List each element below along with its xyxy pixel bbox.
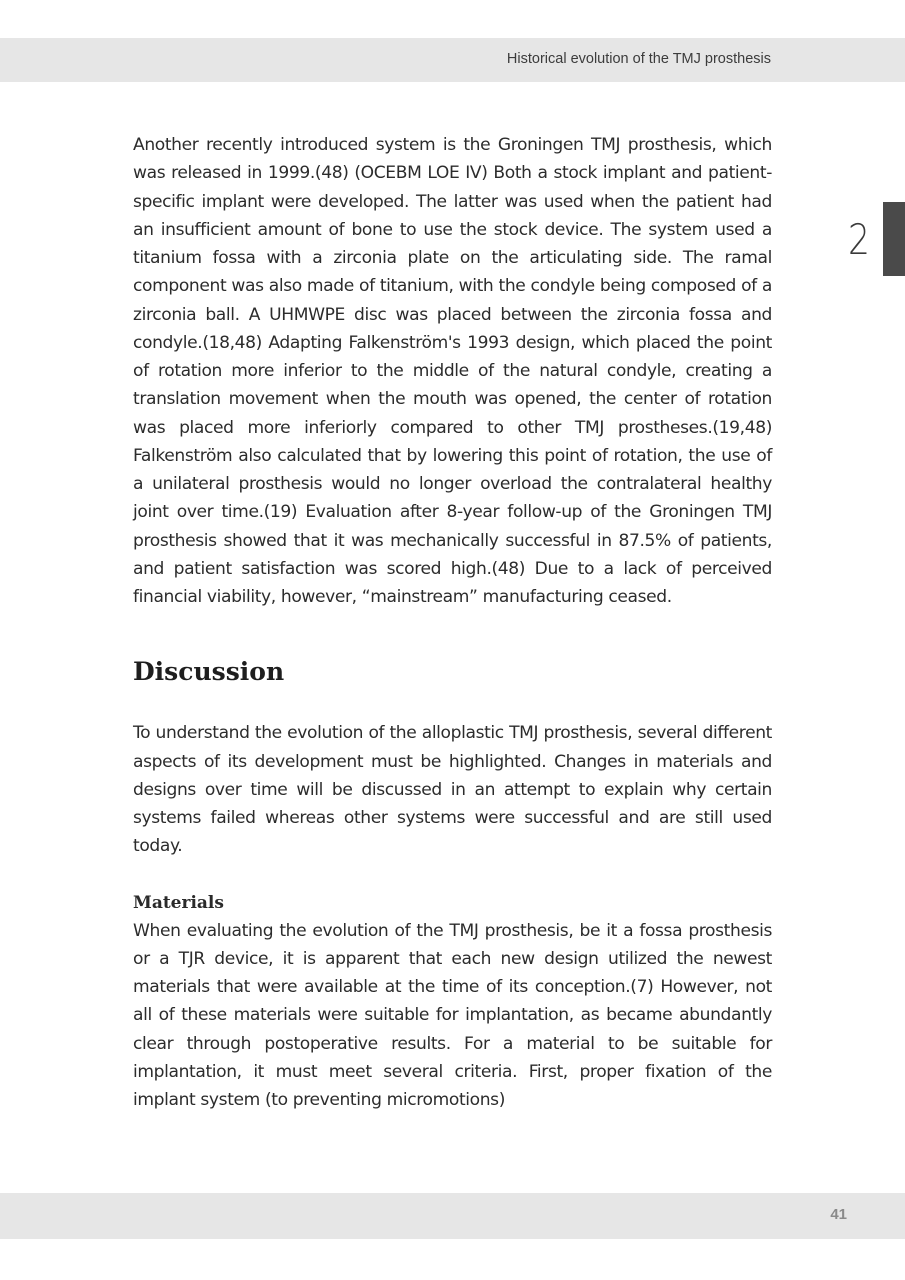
footer-band <box>0 1193 905 1239</box>
page-number: 41 <box>830 1206 847 1223</box>
intro-paragraph: Another recently introduced system is the Groningen TMJ prosthesis, which was released in 1999.(48) (OCEBM LOE IV) Both a stock implant and patient-specific implant were developed. The latter was used when the patient had an insufficient amount of bone to use the stock device. The system used a titanium fossa with a zirconia plate on the articulating side. The ramal component was also made of titanium, with the condyle being composed of a zirconia ball. A UHMWPE disc was placed between the zirconia fossa and condyle.(18,48) Adapting Falkenström's 1993 design, which placed the point of rotation more inferior to the middle of the natural condyle, creating a translation movement when the mouth was opened, the center of rotation was placed more inferiorly compared to other TMJ prostheses.(19,48) Falkenström also calculated that by lowering this point of rotation, the use of a unilateral prosthesis would no longer overload the contralateral healthy joint over time.(19) Evaluation after 8-year follow-up of the Groningen TMJ prosthesis showed that it was mechanically successful in 87.5% of patients, and patient satisfaction was scored high.(48) Due to a lack of perceived financial viability, however, “mainstream” manufacturing ceased. <box>133 135 772 607</box>
materials-paragraph: When evaluating the evolution of the TMJ prosthesis, be it a fossa prosthesis or a TJR device, it is apparent that each new design utilized the newest materials that were available at the time of its conception.(7) However, not all of these materials were suitable for implantation, as became abundantly clear through postoperative results. For a material to be suitable for implantation, it must meet several criteria. First, proper fixation of the implant system (to preventing micromotions) <box>133 920 772 1110</box>
section-heading-discussion: Discussion <box>133 657 285 687</box>
header-band <box>0 38 905 82</box>
running-title: Historical evolution of the TMJ prosthesis <box>506 51 771 67</box>
discussion-paragraph: To understand the evolution of the alloplastic TMJ prosthesis, several different aspects of its development must be highlighted. Changes in materials and designs over time will be discussed in an attempt to explain why certain systems failed whereas other systems were successful and are still used today. <box>133 723 772 857</box>
chapter-tab-marker <box>883 202 905 276</box>
main-content <box>133 131 772 1114</box>
subsection-heading-materials: Materials <box>133 892 224 913</box>
chapter-number: 2 <box>848 215 870 264</box>
